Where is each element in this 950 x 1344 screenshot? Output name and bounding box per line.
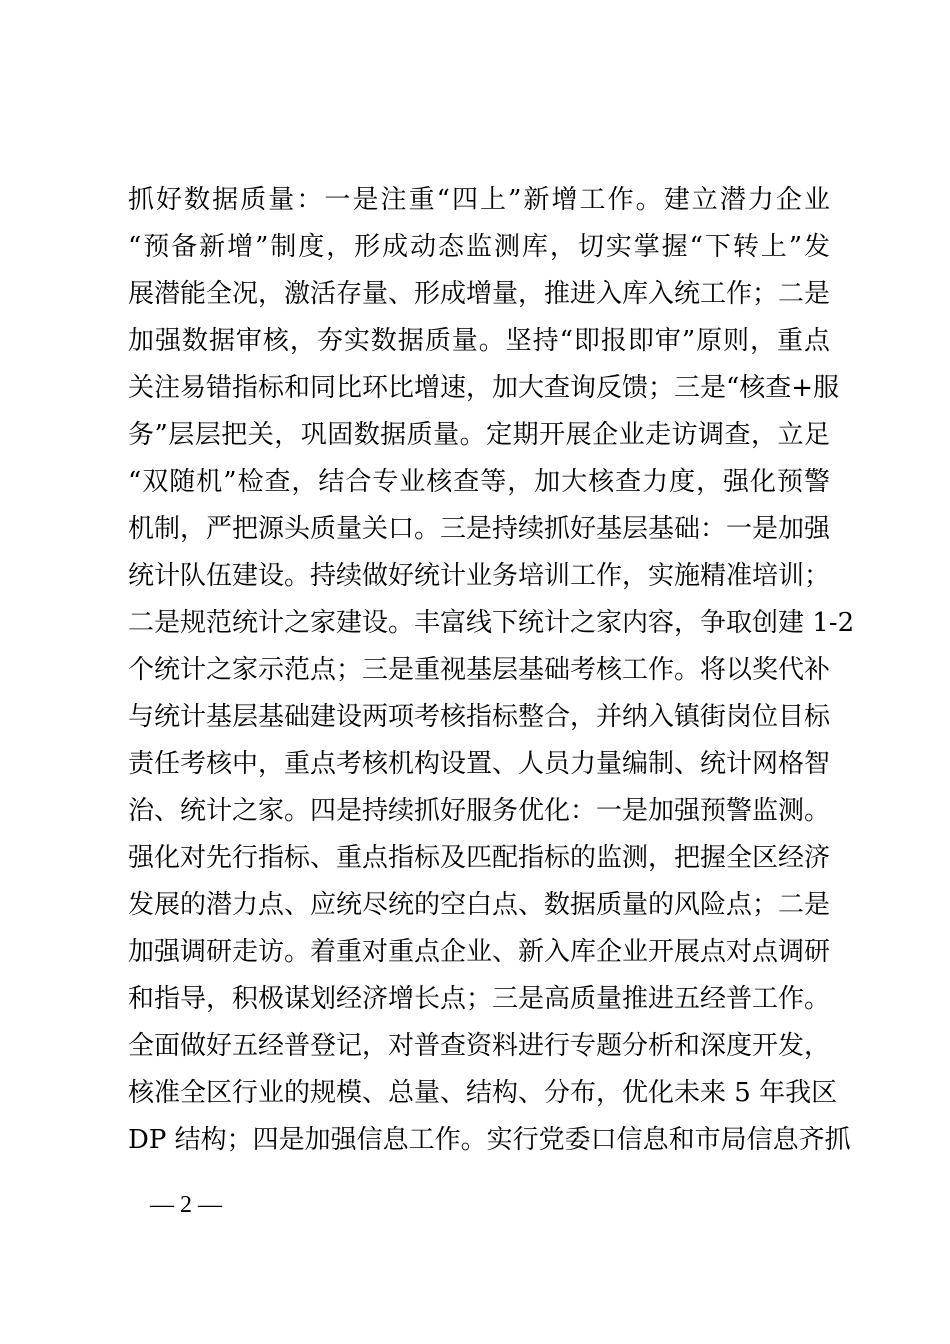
body-text-line: 机制，严把源头质量关口。三是持续抓好基层基础：一是加强 (128, 514, 831, 544)
body-text-line: 统计队伍建设。持续做好统计业务培训工作，实施精准培训； (128, 561, 831, 591)
body-text-line: 个统计之家示范点；三是重视基层基础考核工作。将以奖代补 (128, 655, 831, 685)
body-text-line: 务”层层把关，巩固数据质量。定期开展企业走访调查，立足 (128, 420, 830, 450)
body-text-line: 核准全区行业的规模、总量、结构、分布，优化未来 5 年我区 (128, 1078, 838, 1108)
body-text-line: 与统计基层基础建设两项考核指标整合，并纳入镇街岗位目标 (128, 702, 831, 732)
body-text-line: 发展的潜力点、应统尽统的空白点、数据质量的风险点；二是 (128, 890, 831, 920)
body-text-line: “预备新增”制度，形成动态监测库，切实掌握“下转上”发 (128, 232, 830, 262)
body-text-line: 治、统计之家。四是持续抓好服务优化：一是加强预警监测。 (128, 796, 831, 826)
body-text-line: 抓好数据质量：一是注重“四上”新增工作。建立潜力企业 (128, 185, 830, 215)
body-text-line: DP 结构；四是加强信息工作。实行党委口信息和市局信息齐抓 (128, 1125, 851, 1155)
body-text-line: 和指导，积极谋划经济增长点；三是高质量推进五经普工作。 (128, 984, 831, 1014)
body-text-line: 强化对先行指标、重点指标及匹配指标的监测，把握全区经济 (128, 843, 831, 873)
body-text-line: 展潜能全况，激活存量、形成增量，推进入库入统工作；二是 (128, 279, 831, 309)
body-text-line: 加强数据审核，夯实数据质量。坚持“即报即审”原则，重点 (128, 326, 830, 356)
body-text-line: 全面做好五经普登记，对普查资料进行专题分析和深度开发， (128, 1031, 831, 1061)
body-text-line: 责任考核中，重点考核机构设置、人员力量编制、统计网格智 (128, 749, 831, 779)
body-text-line: 加强调研走访。着重对重点企业、新入库企业开展点对点调研 (128, 937, 831, 967)
body-text-line: “双随机”检查，结合专业核查等，加大核查力度，强化预警 (128, 467, 830, 497)
page-number: — 2 — (150, 1192, 222, 1218)
body-text-line: 二是规范统计之家建设。丰富线下统计之家内容，争取创建 1-2 (128, 608, 855, 638)
body-text-line: 关注易错指标和同比环比增速，加大查询反馈；三是“核查+服 (128, 373, 840, 403)
